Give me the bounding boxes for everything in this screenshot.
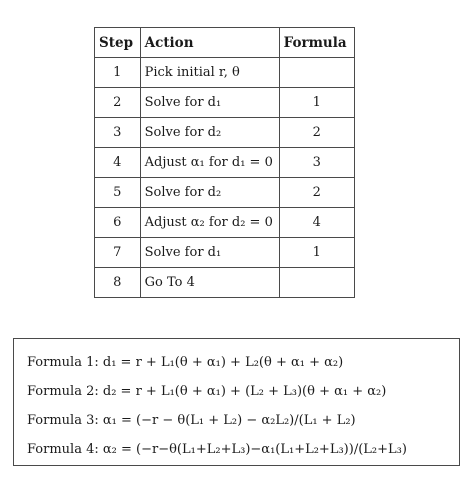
header-step: Step [95, 28, 141, 58]
step-formula: 2 [279, 178, 354, 208]
step-action: Solve for d₂ [140, 178, 279, 208]
formula-label: Formula 1: [27, 355, 99, 370]
table-row [95, 238, 355, 268]
formula-2 [27, 377, 459, 406]
steps-table [94, 27, 355, 298]
table-row [95, 268, 355, 298]
table-row [95, 178, 355, 208]
formula-1 [27, 348, 459, 377]
header-action: Action [140, 28, 279, 58]
step-action: Solve for d₂ [140, 118, 279, 148]
formula-label: Formula 3: [27, 413, 99, 428]
formula-label: Formula 2: [27, 384, 99, 399]
step-formula: 2 [279, 118, 354, 148]
table-row [95, 208, 355, 238]
step-action: Adjust α₂ for d₂ = 0 [140, 208, 279, 238]
step-formula: 4 [279, 208, 354, 238]
step-number: 8 [95, 268, 141, 298]
table-header-row [95, 28, 355, 58]
step-number: 5 [95, 178, 141, 208]
step-number: 6 [95, 208, 141, 238]
step-action: Pick initial r, θ [140, 58, 279, 88]
step-number: 1 [95, 58, 141, 88]
formula-label: Formula 4: [27, 442, 99, 457]
table-row [95, 118, 355, 148]
table-row [95, 88, 355, 118]
step-number: 4 [95, 148, 141, 178]
step-action: Solve for d₁ [140, 238, 279, 268]
step-action: Solve for d₁ [140, 88, 279, 118]
header-formula: Formula [279, 28, 354, 58]
formula-expression: α₁ = (−r − θ(L₁ + L₂) − α₂L₂)/(L₁ + L₂) [102, 413, 356, 428]
step-formula: 3 [279, 148, 354, 178]
table-row [95, 58, 355, 88]
step-number: 7 [95, 238, 141, 268]
table-row [95, 148, 355, 178]
step-formula [279, 58, 354, 88]
formula-expression: α₂ = (−r−θ(L₁+L₂+L₃)−α₁(L₁+L₂+L₃))/(L₂+L₃) [102, 442, 407, 457]
formula-expression: d₁ = r + L₁(θ + α₁) + L₂(θ + α₁ + α₂) [102, 355, 344, 370]
step-number: 2 [95, 88, 141, 118]
formula-box [13, 338, 460, 466]
step-action: Go To 4 [140, 268, 279, 298]
formula-3 [27, 406, 459, 435]
step-number: 3 [95, 118, 141, 148]
formula-4 [27, 435, 459, 464]
formula-expression: d₂ = r + L₁(θ + α₁) + (L₂ + L₃)(θ + α₁ + α₂) [102, 384, 387, 399]
step-action: Adjust α₁ for d₁ = 0 [140, 148, 279, 178]
step-formula: 1 [279, 238, 354, 268]
step-formula [279, 268, 354, 298]
step-formula: 1 [279, 88, 354, 118]
